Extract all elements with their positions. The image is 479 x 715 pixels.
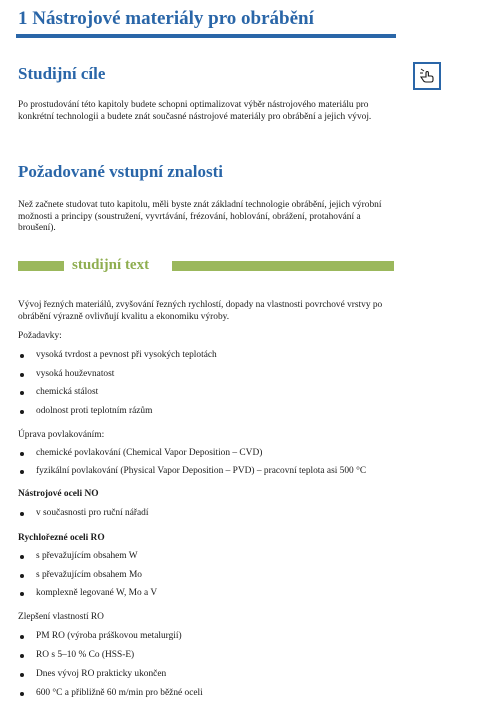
bullet-icon <box>20 373 24 377</box>
tool-steels-label: Nástrojové oceli NO <box>18 489 99 499</box>
prereq-heading: Požadované vstupní znalosti <box>18 162 223 181</box>
bullet-icon <box>20 692 24 696</box>
bullet-icon <box>20 354 24 358</box>
study-bar-right <box>172 261 394 271</box>
pointing-hand-icon <box>413 62 441 90</box>
coating-label: Úprava povlakováním: <box>18 430 105 440</box>
bullet-icon <box>20 512 24 516</box>
bullet-icon <box>20 470 24 474</box>
chapter-title-text: Nástrojové materiály pro obrábění <box>32 8 314 29</box>
goals-text: Po prostudování této kapitoly budete schopni optimalizovat výběr nástrojového materiálu pro konkrétní technologii a budete znát současné nástrojové materiály pro obrábění a jejich vývoj. <box>18 100 372 122</box>
bullet-icon <box>20 410 24 414</box>
pointing-hand-icon-svg <box>418 67 436 85</box>
chapter-number: 1 <box>18 8 28 29</box>
goals-heading: Studijní cíle <box>18 64 106 83</box>
prereq-text: Než začnete studovat tuto kapitolu, měli byste znát základní technologie obrábění, jejich výrobní možnosti a principy (soustružení, vyvrtávání, frézování, hoblování, obrážení, protahování a broušení). <box>18 200 382 234</box>
bullet-icon <box>20 555 24 559</box>
requirements-label: Požadavky: <box>18 331 62 341</box>
bullet-icon <box>20 452 24 456</box>
study-label: studijní text <box>72 257 150 273</box>
hss-label: Rychlořezné oceli RO <box>18 533 105 543</box>
chapter-title <box>18 8 314 30</box>
bullet-icon <box>20 654 24 658</box>
page: 1 Nástrojové materiály pro obrábění Studijní cíle Po prostudování této kapitoly budete schopni optimalizovat výběr nástrojového materiálu pro konkrétní technologii a budete znát současné nástrojové materiály pro obrábění a jejich vývoj. Požadované vstupní znalosti Než začnete studovat tuto kapitolu, měli byste znát základní technologie obrábění, jejich výrobní možnosti a principy (soustružení, vyvrtávání, frézování, hoblování, obrážení, protahování a broušení). studijní text Vývoj řezných materiálů, zvyšování řezných rychlostí, dopady na vlastnosti povrchové vrstvy po obrábění výrazně ovlivňují kvalitu a ekonomiku výroby. Požadavky: vysoká tvrdost a pevnost při vysokých teplotách vysoká houževnatost chemická stálost odolnost proti teplotním rázům Úprava povlakováním: chemické povlakování (Chemical Vapor Deposition – CVD) fyzikální povlakování (Physical Vapor Deposition – PVD) – pracovní teplota asi 500 °C Nástrojové oceli NO v současnosti pro ruční nářadí Rychlořezné oceli RO s převažujícím obsahem W s převažujícím obsahem Mo komplexně legované W, Mo a V Zlepšení vlastností RO PM RO (výroba práškovou metalurgií) RO s 5–10 % Co (HSS-E) Dnes vývoj RO prakticky ukončen 600 °C a přibližně 60 m/min pro běžné oceli <box>0 0 479 715</box>
improve-label: Zlepšení vlastností RO <box>18 612 104 622</box>
study-bar-left <box>18 261 64 271</box>
bullet-icon <box>20 592 24 596</box>
chapter-rule <box>16 34 396 38</box>
bullet-icon <box>20 391 24 395</box>
intro-text: Vývoj řezných materiálů, zvyšování řezných rychlostí, dopady na vlastnosti povrchové vrstvy po obrábění výrazně ovlivňují kvalitu a ekonomiku výroby. <box>18 300 383 322</box>
bullet-icon <box>20 635 24 639</box>
bullet-icon <box>20 574 24 578</box>
bullet-icon <box>20 673 24 677</box>
